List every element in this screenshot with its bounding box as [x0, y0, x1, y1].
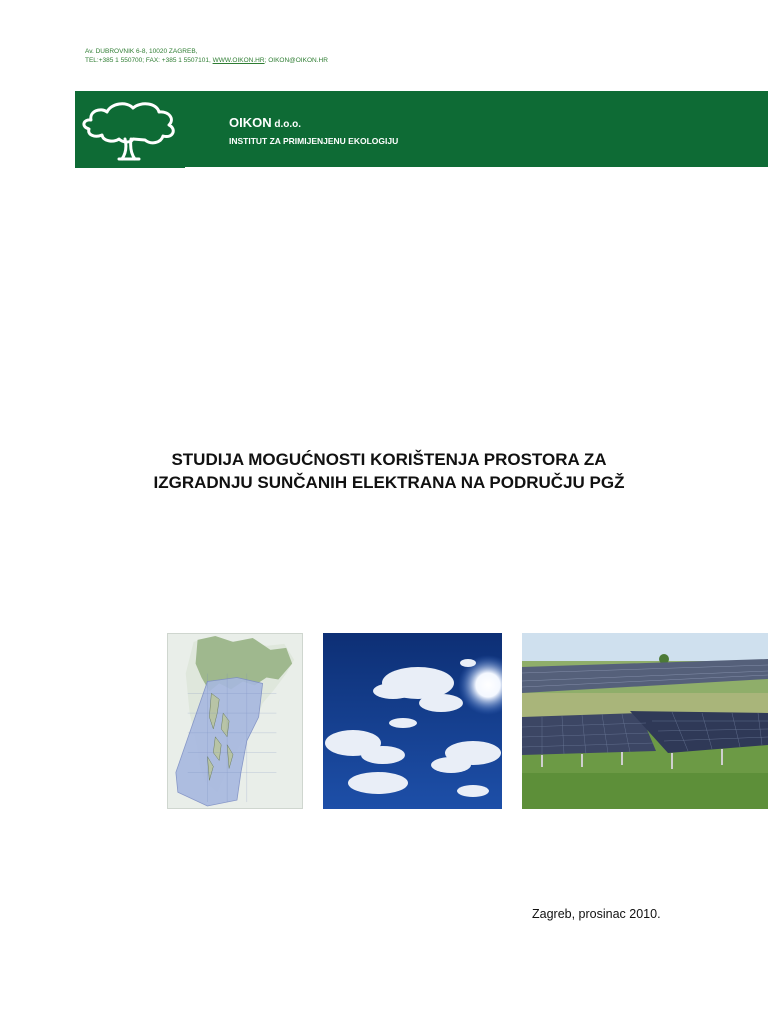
document-title — [80, 448, 698, 494]
address-line-1: Av. DUBROVNIK 6-8, 10020 ZAGREB, — [85, 48, 198, 55]
tree-icon — [75, 91, 185, 167]
company-suffix: d.o.o. — [271, 119, 302, 130]
place-date: Zagreb, prosinac 2010. — [532, 907, 661, 921]
logo — [75, 91, 185, 167]
banner-underline — [75, 167, 185, 168]
map-image — [167, 633, 303, 809]
address-block — [85, 47, 328, 65]
title-line-2: IZGRADNJU SUNČANIH ELEKTRANA NA PODRUČJU PGŽ — [153, 473, 625, 492]
sky-sun-image — [323, 633, 502, 809]
website-link[interactable]: WWW.OIKON.HR — [212, 57, 265, 64]
company-banner — [75, 91, 768, 167]
title-line-1: STUDIJA MOGUĆNOSTI KORIŠTENJA PROSTORA ZA — [171, 450, 607, 469]
separator: ; — [264, 57, 269, 64]
company-name — [229, 114, 301, 132]
company-name-text: OIKON — [229, 115, 272, 130]
contact-phone-fax: TEL:+385 1 550700; FAX: +385 1 5507101, — [85, 57, 213, 64]
institute-name: INSTITUT ZA PRIMIJENJENU EKOLOGIJU — [229, 136, 399, 146]
address-line-2 — [85, 56, 328, 65]
email-link[interactable]: OIKON@OIKON.HR — [268, 57, 328, 64]
solar-panels-image — [522, 633, 768, 809]
